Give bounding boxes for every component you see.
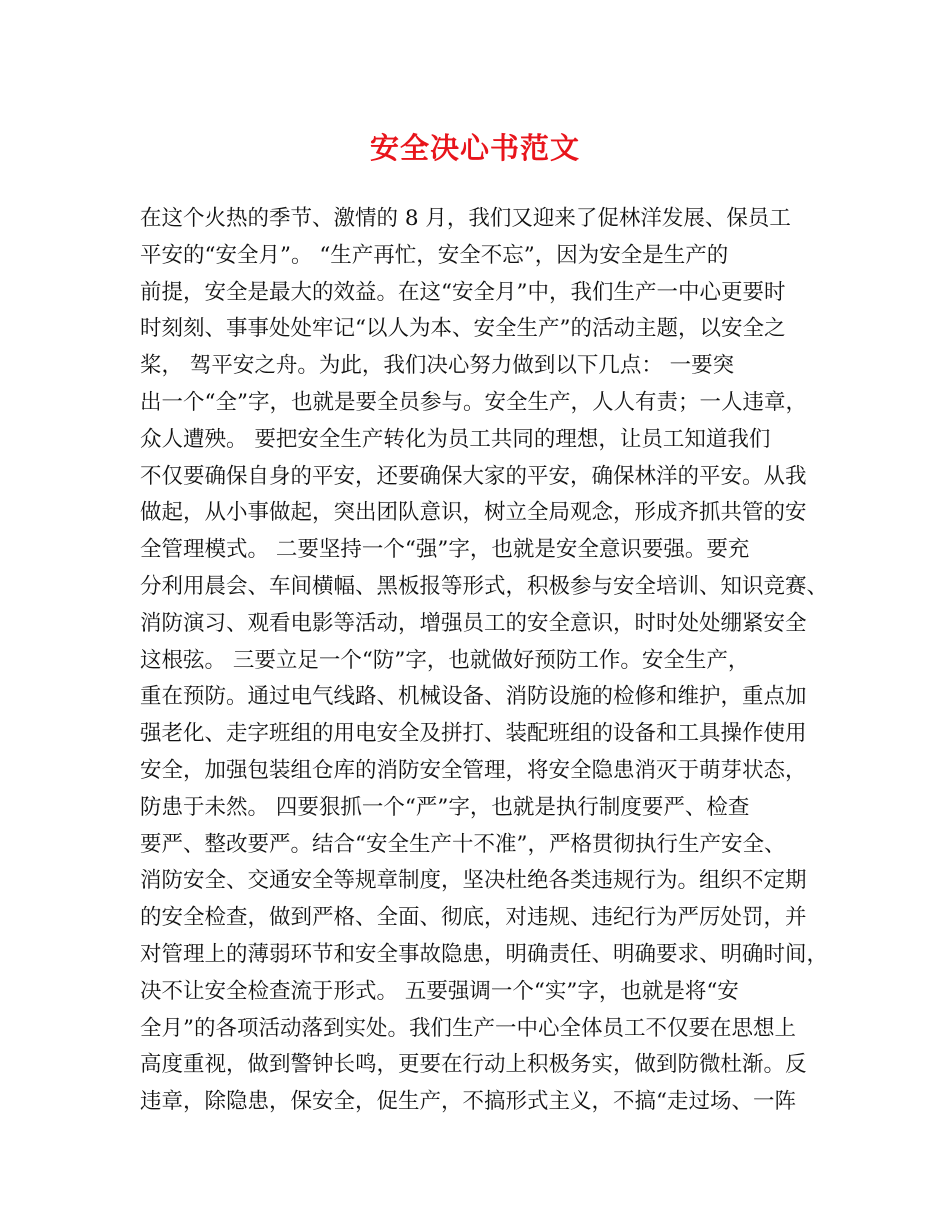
body-line: 防患于未然。 四要狠抓一个“严”字，也就是执行制度要严、检查 [140, 794, 750, 820]
body-line: 全管理模式。 二要坚持一个“强”字，也就是安全意识要强。要充 [140, 537, 750, 563]
body-line: 平安的“安全月”。 “生产再忙，安全不忘”，因为安全是生产的 [140, 242, 729, 268]
body-line: 这根弦。 三要立足一个“防”字，也就做好预防工作。安全生产， [140, 647, 750, 673]
body-line: 分利用晨会、车间横幅、黑板报等形式，积极参与安全培训、知识竞赛、 [140, 573, 829, 599]
body-line: 不仅要确保自身的平安，还要确保大家的平安，确保林洋的平安。从我 [140, 463, 807, 489]
body-line: 前提，安全是最大的效益。在这“安全月”中，我们生产一中心更要时 [140, 279, 786, 305]
body-line: 消防演习、观看电影等活动，增强员工的安全意识，时时处处绷紧安全 [140, 610, 807, 636]
body-line: 安全，加强包装组仓库的消防安全管理，将安全隐患消灭于萌芽状态， [140, 757, 807, 783]
body-line: 桨， 驾平安之舟。为此，我们决心努力做到以下几点： 一要突 [140, 353, 735, 379]
body-line: 时刻刻、事事处处牢记“以人为本、安全生产”的活动主题，以安全之 [140, 316, 786, 342]
body-line: 强老化、走字班组的用电安全及拼打、装配班组的设备和工具操作使用 [140, 721, 807, 747]
body-line: 高度重视，做到警钟长鸣，更要在行动上积极务实，做到防微杜渐。反 [140, 1052, 807, 1078]
body-line: 决不让安全检查流于形式。 五要强调一个“实”字，也就是将“安 [140, 978, 739, 1004]
body-line: 全月”的各项活动落到实处。我们生产一中心全体员工不仅要在思想上 [140, 1015, 796, 1041]
body-line: 对管理上的薄弱环节和安全事故隐患，明确责任、明确要求、明确时间， [140, 941, 829, 967]
document-title: 安全决心书范文 [369, 131, 580, 165]
body-line: 出一个“全”字，也就是要全员参与。安全生产，人人有责；一人违章， [140, 389, 807, 415]
body-line: 的安全检查，做到严格、全面、彻底，对违规、违纪行为严厉处罚，并 [140, 905, 807, 931]
body-line: 违章，除隐患，保安全，促生产，不搞形式主义，不搞“走过场、一阵 [140, 1089, 796, 1115]
body-line: 要严、整改要严。结合“安全生产十不准”，严格贯彻执行生产安全、 [140, 831, 786, 857]
body-line: 消防安全、交通安全等规章制度，坚决杜绝各类违规行为。组织不定期 [140, 868, 807, 894]
body-line: 做起，从小事做起，突出团队意识，树立全局观念，形成齐抓共管的安 [140, 500, 807, 526]
body-line: 在这个火热的季节、激情的 8 月，我们又迎来了促林洋发展、保员工 [140, 206, 791, 231]
document-body [140, 201, 829, 1121]
body-line: 众人遭殃。 要把安全生产转化为员工共同的理想，让员工知道我们 [140, 426, 771, 452]
body-line: 重在预防。通过电气线路、机械设备、消防设施的检修和维护，重点加 [140, 684, 807, 710]
